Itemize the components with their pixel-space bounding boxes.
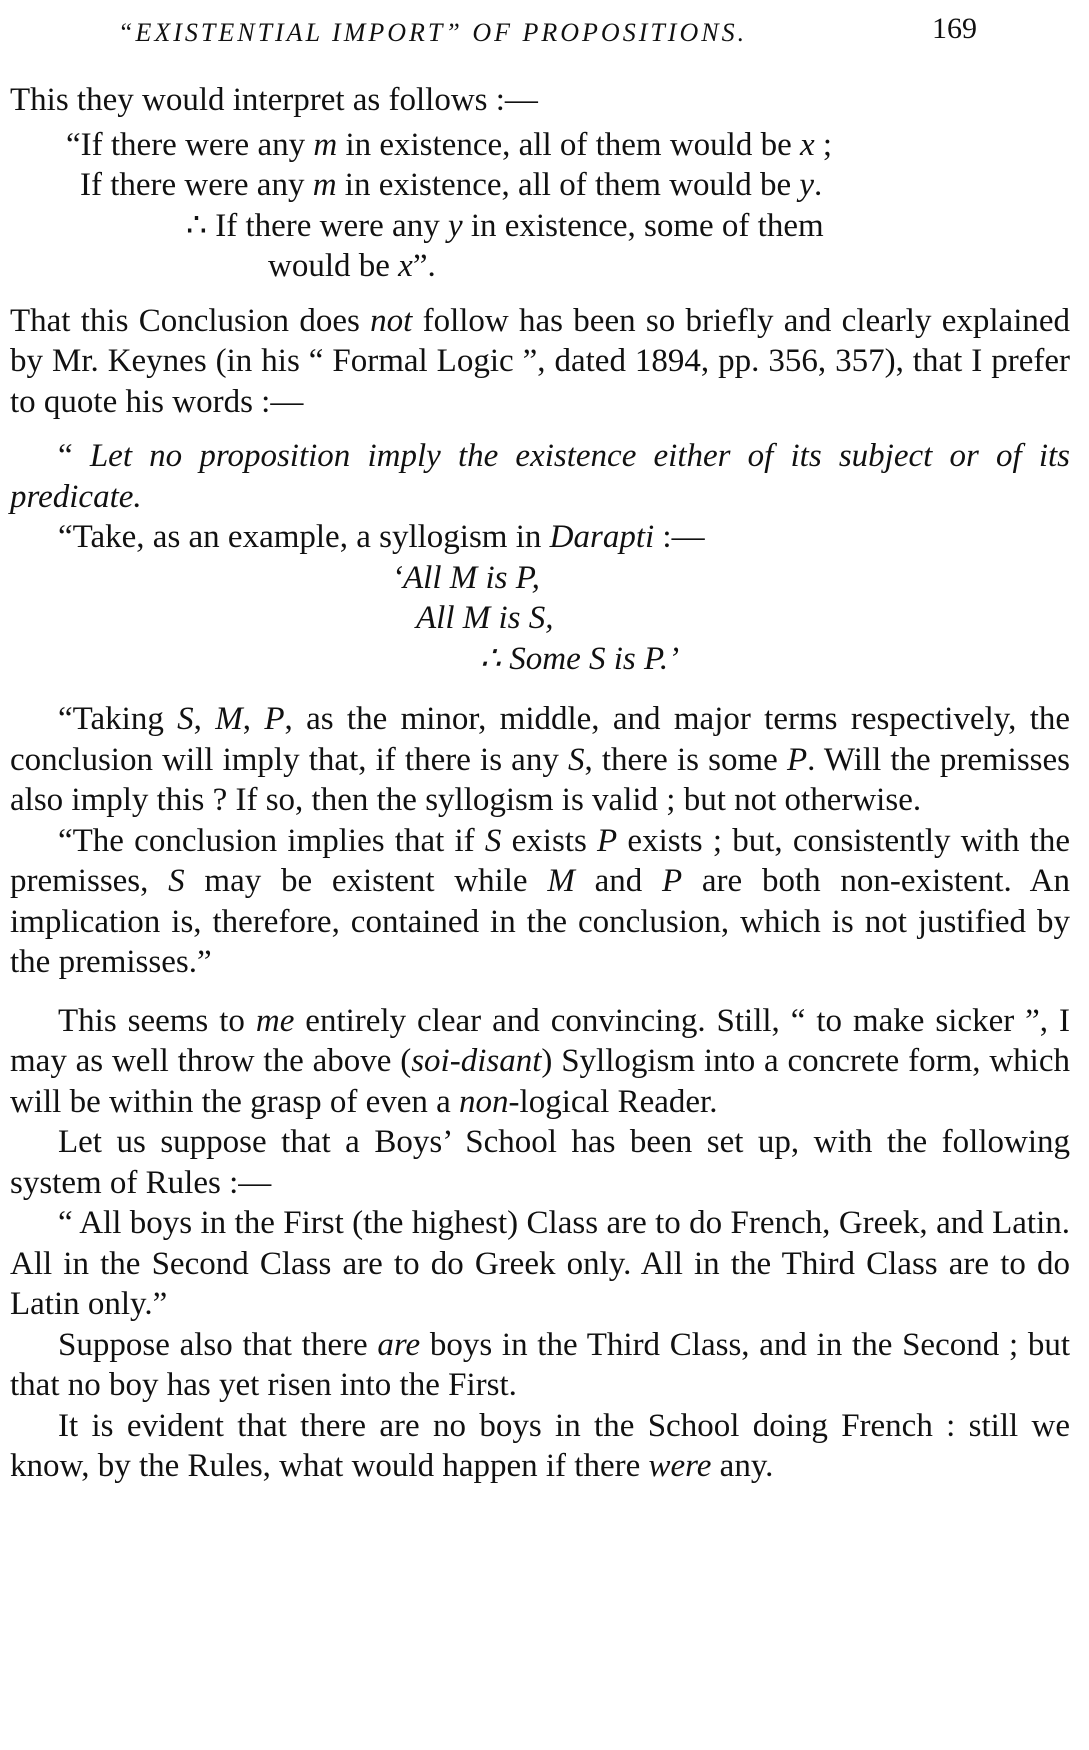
keynes-rule-paragraph xyxy=(10,436,1070,517)
text-run: boys in the Third Class, and in the Second ; but that no boy has yet risen into the First. xyxy=(10,1326,1071,1403)
text-run: may be existent while xyxy=(184,863,548,899)
term-y: y xyxy=(447,207,463,244)
text-run: are both non-existent. An implication is, therefore, contained in the conclusion, which is not justified by the premisses.” xyxy=(10,863,1070,980)
syllogism-block xyxy=(10,558,1070,680)
term-m: M xyxy=(547,863,575,899)
quote-text: ; xyxy=(814,126,833,163)
text-run: and xyxy=(574,863,662,899)
term-p: P xyxy=(786,741,808,778)
text-run: entirely clear and convincing. Still, “ to make sicker ”, I may as well throw the above ( xyxy=(10,1002,1071,1079)
term-m: m xyxy=(313,126,338,163)
quote-text: in existence, all of them would be xyxy=(336,167,800,203)
quote-text: . xyxy=(814,167,823,203)
term-y: y xyxy=(799,167,814,203)
emphasis: are xyxy=(377,1326,421,1363)
text-run: exists xyxy=(501,822,598,859)
text-run: “Take, as an example, a syllogism in xyxy=(58,519,550,555)
intro-paragraph: This they would interpret as follows :— xyxy=(10,82,538,118)
text-run: . Will the premisses also imply this ? If so, then the syllogism is valid ; but not otherwise. xyxy=(10,741,1070,818)
rules-paragraph: “ All boys in the First (the highest) Class are to do French, Greek, and Latin. All in the Second Class are to do Greek only. All in the Third Class are to do Latin only.” xyxy=(10,1205,1070,1322)
text-run: “The conclusion implies that if xyxy=(58,822,485,859)
darapti-intro-paragraph xyxy=(10,517,1070,558)
text-run: ) Syllogism into a concrete form, which will be within the grasp of even a xyxy=(10,1043,1070,1120)
term-s: S xyxy=(168,863,185,899)
text-run: “Taking xyxy=(58,701,178,737)
emphasis: not xyxy=(370,302,413,339)
text-run: Suppose also that there xyxy=(58,1326,378,1363)
quote-text: in existence, all of them would be xyxy=(337,126,800,163)
term-s: S xyxy=(177,701,194,737)
term-x: x xyxy=(398,248,413,284)
darapti-term: Darapti xyxy=(549,519,655,555)
text-run: any. xyxy=(711,1448,774,1484)
text-run: exists ; but, consistently with the premisses, xyxy=(10,822,1070,899)
quote-text: ∴ If there were any xyxy=(186,207,448,244)
quote-line-3 xyxy=(10,206,1070,247)
quote-text: in existence, some of them xyxy=(462,207,824,244)
term-s: S xyxy=(567,741,585,778)
text-run: It is evident that there are no boys in the School doing French : still we know, by the Rules, what would happen if there xyxy=(10,1407,1070,1484)
syllogism-line-2: All M is S, xyxy=(416,600,554,636)
school-paragraph: Let us suppose that a Boys’ School has been set up, with the following system of Rules :— xyxy=(10,1124,1070,1201)
text-run: , there is some xyxy=(584,741,787,778)
running-title: “EXISTENTIAL IMPORT” OF PROPOSITIONS. xyxy=(118,18,748,47)
text-run: follow has been so briefly and clearly explained by Mr. Keynes (in his “ Formal Logic ”, dated 1894, pp. 356, 357), that I prefer to quote his words :— xyxy=(10,302,1071,420)
text-run: , as the minor, middle, and major terms respectively, the conclusion will imply that, if there is any xyxy=(10,701,1071,778)
text-run: , xyxy=(193,701,216,737)
page-number: 169 xyxy=(932,12,977,45)
text-run: That this Conclusion does xyxy=(10,302,371,339)
term-p: P xyxy=(264,701,285,737)
emphasis: me xyxy=(255,1002,295,1039)
syllogism-line-3: ∴ Some S is P.’ xyxy=(480,640,680,677)
term-m: M xyxy=(215,701,243,737)
body-text xyxy=(10,80,1070,1487)
page-header xyxy=(0,6,1089,54)
quote-text: would be xyxy=(268,248,399,284)
emphasis: were xyxy=(648,1448,712,1484)
evident-paragraph xyxy=(10,1406,1070,1487)
quote-text: If there were any xyxy=(80,167,313,203)
text-run: -logical Reader. xyxy=(508,1083,718,1120)
term-m: m xyxy=(312,167,337,203)
quote-text: ”. xyxy=(412,248,436,284)
syllogism-line-1: ‘All M is P, xyxy=(392,559,540,596)
emphasis: non xyxy=(459,1083,509,1120)
text-run: This seems to xyxy=(58,1002,256,1039)
text-run: :— xyxy=(654,519,705,555)
quote-text: “If there were any xyxy=(66,126,314,163)
term-p: P xyxy=(597,822,618,859)
suppose-paragraph xyxy=(10,1325,1070,1406)
term-x: x xyxy=(799,126,815,163)
keynes-intro-paragraph xyxy=(10,301,1070,423)
emphasis: soi-disant xyxy=(411,1043,542,1079)
quote-line-1 xyxy=(10,125,1070,166)
taking-paragraph xyxy=(10,699,1070,821)
term-p: P xyxy=(661,863,683,899)
quote-line-2 xyxy=(10,165,1070,206)
conclusion-paragraph xyxy=(10,821,1070,983)
term-s: S xyxy=(484,822,502,859)
clear-convincing-paragraph xyxy=(10,1001,1070,1123)
text-run: , xyxy=(242,701,265,737)
rule-italic-text: Let no proposition imply the existence either of its subject or of its predicate. xyxy=(10,438,1070,515)
hypothetical-quote xyxy=(10,125,1070,287)
quote-line-4 xyxy=(10,246,1070,287)
text-run: “ xyxy=(58,438,90,474)
